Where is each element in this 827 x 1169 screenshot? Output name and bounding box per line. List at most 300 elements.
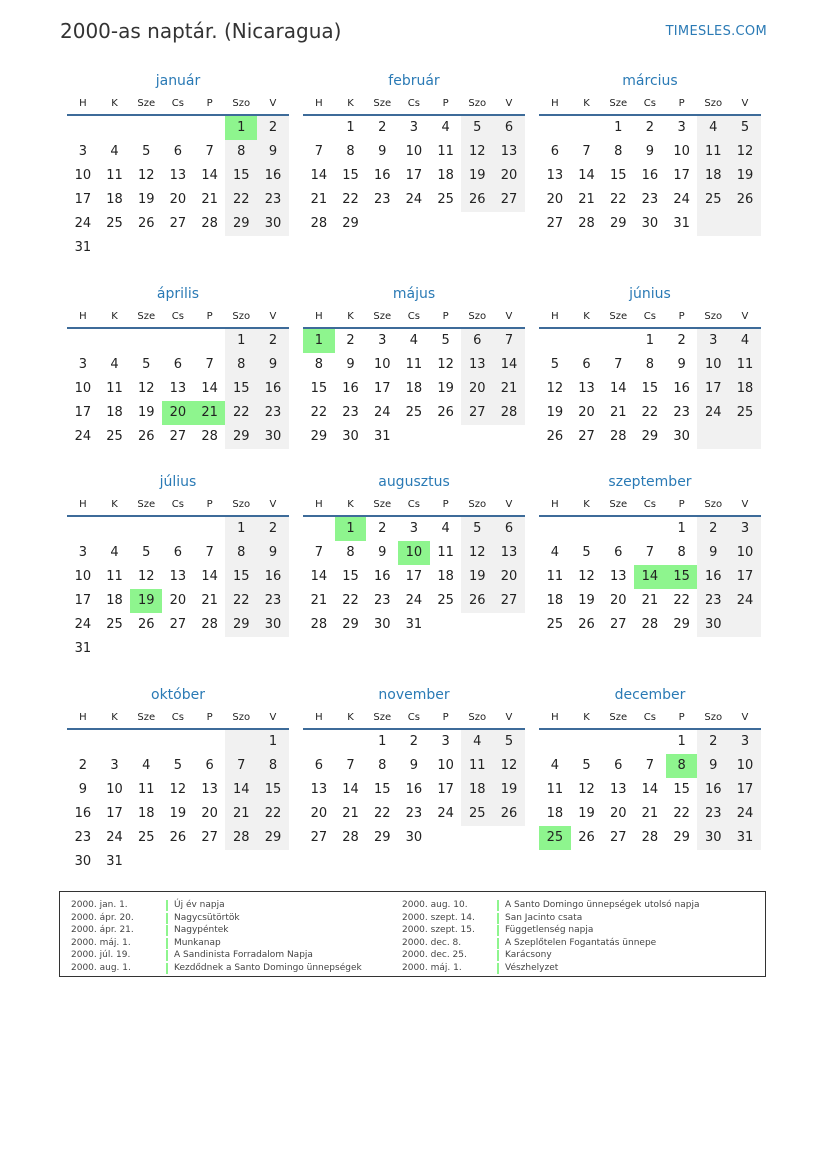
empty-day — [194, 329, 226, 353]
day-cell: 22 — [257, 802, 289, 826]
weekday-label: H — [315, 499, 323, 510]
day-cell: 28 — [641, 617, 659, 632]
day-cell: 29 — [257, 826, 289, 850]
day-cell: 17 — [405, 168, 423, 183]
weekday-label: Szo — [468, 311, 487, 322]
day-cell: 24 — [74, 617, 92, 632]
day-cell: 15 — [342, 569, 359, 584]
weekday-label: Cs — [171, 712, 184, 723]
day-cell: 13 — [169, 168, 187, 183]
day-cell: 29 — [673, 617, 690, 632]
day-cell: 2 — [346, 333, 355, 348]
weekday-label: Szo — [704, 499, 723, 510]
day-cell: 24 — [437, 806, 454, 821]
day-cell: 28 — [201, 617, 218, 632]
day-cell: 4 — [729, 329, 761, 353]
week-row — [539, 778, 761, 802]
holiday-row — [71, 937, 362, 950]
day-cell: 25 — [405, 405, 423, 420]
holiday-marker — [166, 913, 168, 924]
day-cell: 7 — [314, 144, 323, 159]
empty-day — [697, 212, 729, 236]
day-cell: 4 — [697, 116, 729, 140]
day-cell: 18 — [546, 593, 564, 608]
day-cell: 3 — [677, 120, 686, 135]
day-cell: 17 — [437, 782, 454, 797]
empty-day — [162, 329, 194, 353]
day-cell: 4 — [409, 333, 419, 348]
day-cell: 3 — [78, 357, 87, 372]
weekday-label: Cs — [407, 712, 420, 723]
day-cell: 2 — [645, 120, 655, 135]
week-row — [303, 329, 525, 353]
holiday-date: 2000. szept. 15. — [402, 925, 475, 935]
week-row — [67, 212, 289, 236]
week-row — [539, 541, 761, 565]
day-cell: 14 — [201, 168, 218, 183]
day-cell: 14 — [225, 778, 257, 802]
day-cell: 3 — [78, 144, 87, 159]
day-cell: 29 — [673, 830, 690, 845]
day-cell: 12 — [546, 381, 564, 396]
day-cell: 27 — [201, 830, 218, 845]
day-cell: 15 — [225, 377, 257, 401]
day-cell: 10 — [74, 168, 92, 183]
weekday-label: K — [111, 311, 118, 322]
day-cell: 25 — [539, 826, 571, 850]
week-row — [539, 353, 761, 377]
month-name: február — [388, 73, 440, 89]
holiday-date: 2000. dec. 8. — [402, 937, 462, 948]
day-cell: 1 — [677, 521, 686, 536]
day-cell: 27 — [310, 830, 328, 845]
day-cell: 5 — [461, 517, 493, 541]
day-cell: 19 — [169, 806, 187, 821]
empty-day — [430, 425, 462, 449]
day-cell: 26 — [137, 617, 155, 632]
empty-day — [194, 517, 226, 541]
holiday-date: 2000. jan. 1. — [71, 900, 128, 910]
day-cell: 22 — [342, 192, 359, 207]
day-cell: 13 — [546, 168, 564, 183]
weekday-label: P — [442, 311, 449, 322]
day-cell: 9 — [697, 541, 729, 565]
day-cell: 4 — [110, 144, 119, 159]
empty-day — [571, 730, 603, 754]
day-cell: 5 — [582, 545, 591, 560]
day-cell: 22 — [225, 401, 257, 425]
month-name: augusztus — [378, 474, 450, 490]
day-cell: 18 — [437, 168, 454, 183]
week-row — [303, 164, 525, 188]
day-cell: 30 — [257, 613, 289, 637]
day-cell: 5 — [493, 730, 525, 754]
day-cell: 13 — [169, 381, 187, 396]
day-cell: 1 — [645, 333, 655, 348]
day-cell: 20 — [493, 565, 525, 589]
week-row — [539, 826, 761, 850]
empty-day — [162, 637, 194, 661]
day-cell: 17 — [106, 806, 123, 821]
day-cell: 7 — [645, 758, 655, 773]
empty-day — [539, 329, 571, 353]
day-cell: 5 — [173, 758, 183, 773]
day-cell: 6 — [314, 758, 323, 773]
month-name: január — [155, 73, 201, 89]
month-name: július — [159, 474, 197, 490]
day-cell: 16 — [373, 168, 391, 183]
holiday-name: Munkanap — [174, 937, 221, 948]
day-cell: 12 — [461, 140, 493, 164]
day-cell: 28 — [342, 830, 359, 845]
day-cell: 24 — [405, 192, 423, 207]
day-cell: 27 — [578, 429, 595, 444]
empty-day — [99, 637, 131, 661]
week-row — [67, 517, 289, 541]
holiday-marker — [497, 963, 499, 974]
day-cell: 9 — [346, 357, 355, 372]
weekday-label: V — [741, 311, 749, 322]
day-cell: 8 — [225, 353, 257, 377]
day-cell: 30 — [373, 617, 391, 632]
day-cell: 7 — [314, 545, 323, 560]
empty-day — [162, 116, 194, 140]
month-11 — [303, 686, 525, 850]
month-name: október — [151, 687, 205, 703]
weekday-label: H — [79, 499, 87, 510]
day-cell: 13 — [310, 782, 328, 797]
day-cell: 30 — [697, 613, 729, 637]
weekday-label: Cs — [643, 98, 656, 109]
holiday-name: A Sandinista Forradalom Napja — [174, 950, 313, 960]
weekday-header — [539, 94, 761, 116]
empty-day — [130, 850, 162, 874]
weekday-label: V — [505, 499, 513, 510]
empty-day — [257, 637, 289, 661]
day-cell: 7 — [205, 144, 214, 159]
day-cell: 29 — [609, 216, 627, 231]
day-cell: 9 — [257, 140, 289, 164]
day-cell: 29 — [373, 830, 391, 845]
day-cell: 26 — [578, 830, 595, 845]
day-cell: 28 — [493, 401, 525, 425]
day-cell: 16 — [641, 168, 659, 183]
empty-day — [493, 425, 525, 449]
day-cell: 2 — [378, 521, 387, 536]
day-cell: 24 — [373, 405, 391, 420]
weekday-label: Szo — [232, 311, 251, 322]
day-cell: 9 — [645, 144, 655, 159]
weekday-label: Cs — [643, 712, 656, 723]
weekday-label: H — [79, 712, 87, 723]
day-cell: 1 — [335, 517, 367, 541]
weekday-label: Cs — [171, 311, 184, 322]
empty-day — [99, 236, 131, 260]
empty-day — [366, 212, 398, 236]
holiday-name: Új év napja — [174, 900, 225, 910]
holiday-date: 2000. ápr. 21. — [71, 925, 134, 935]
empty-day — [67, 116, 99, 140]
day-cell: 4 — [441, 521, 450, 536]
day-cell: 11 — [729, 353, 761, 377]
empty-day — [729, 613, 761, 637]
day-cell: 13 — [461, 353, 493, 377]
day-cell: 19 — [729, 164, 761, 188]
week-row — [67, 401, 289, 425]
day-cell: 10 — [74, 569, 92, 584]
day-cell: 30 — [641, 216, 659, 231]
day-cell: 23 — [697, 589, 729, 613]
day-cell: 20 — [169, 192, 187, 207]
day-cell: 5 — [142, 144, 151, 159]
day-cell: 19 — [137, 192, 155, 207]
day-cell: 12 — [137, 168, 155, 183]
day-cell: 23 — [405, 806, 423, 821]
day-cell: 21 — [641, 806, 659, 821]
day-cell: 13 — [609, 569, 627, 584]
holiday-name: Nagypéntek — [174, 925, 229, 935]
weekday-label: Sze — [137, 98, 156, 109]
empty-day — [130, 637, 162, 661]
day-cell: 10 — [673, 144, 690, 159]
day-cell: 4 — [110, 545, 119, 560]
empty-day — [303, 730, 335, 754]
day-cell: 15 — [225, 565, 257, 589]
day-cell: 11 — [437, 545, 454, 560]
day-cell: 31 — [373, 429, 391, 444]
week-row — [303, 802, 525, 826]
week-row — [303, 401, 525, 425]
day-cell: 22 — [342, 593, 359, 608]
holiday-name: A Santo Domingo ünnepségek utolsó napja — [505, 900, 700, 910]
week-row — [67, 637, 289, 661]
holiday-row — [71, 912, 362, 925]
day-cell: 24 — [729, 589, 761, 613]
day-cell: 16 — [405, 782, 423, 797]
day-cell: 27 — [169, 216, 187, 231]
day-cell: 27 — [546, 216, 564, 231]
day-cell: 11 — [546, 782, 564, 797]
weekday-header — [67, 94, 289, 116]
week-row — [539, 802, 761, 826]
day-cell: 7 — [225, 754, 257, 778]
day-cell: 20 — [461, 377, 493, 401]
day-cell: 4 — [461, 730, 493, 754]
day-cell: 6 — [173, 545, 183, 560]
day-cell: 12 — [493, 754, 525, 778]
day-cell: 25 — [437, 192, 454, 207]
day-cell: 6 — [493, 517, 525, 541]
day-cell: 27 — [461, 401, 493, 425]
weekday-label: Sze — [609, 499, 628, 510]
day-cell: 26 — [137, 429, 155, 444]
week-row — [539, 730, 761, 754]
week-row — [303, 140, 525, 164]
week-row — [67, 730, 289, 754]
day-cell: 10 — [398, 541, 430, 565]
weekday-label: K — [347, 311, 354, 322]
empty-day — [539, 730, 571, 754]
day-cell: 14 — [493, 353, 525, 377]
day-cell: 5 — [582, 758, 591, 773]
weekday-label: Cs — [407, 311, 420, 322]
day-cell: 8 — [378, 758, 387, 773]
day-cell: 10 — [697, 353, 729, 377]
week-row — [539, 565, 761, 589]
week-row — [67, 541, 289, 565]
empty-day — [461, 826, 493, 850]
empty-day — [398, 212, 430, 236]
day-cell: 8 — [225, 541, 257, 565]
week-row — [67, 164, 289, 188]
holiday-date: 2000. aug. 1. — [71, 962, 131, 973]
empty-day — [430, 826, 462, 850]
day-cell: 2 — [409, 734, 419, 749]
holiday-name: Karácsony — [505, 950, 552, 960]
day-cell: 7 — [493, 329, 525, 353]
day-cell: 23 — [74, 830, 92, 845]
weekday-label: V — [269, 712, 277, 723]
empty-day — [634, 517, 666, 541]
weekday-header — [303, 495, 525, 517]
day-cell: 2 — [378, 120, 387, 135]
week-row — [303, 377, 525, 401]
day-cell: 12 — [169, 782, 187, 797]
day-cell: 20 — [310, 806, 328, 821]
weekday-label: Sze — [373, 712, 392, 723]
day-cell: 16 — [673, 381, 690, 396]
day-cell: 28 — [609, 429, 627, 444]
holiday-marker — [166, 925, 168, 936]
day-cell: 31 — [74, 240, 92, 255]
month-8 — [303, 473, 525, 637]
day-cell: 6 — [173, 144, 183, 159]
day-cell: 16 — [74, 806, 92, 821]
day-cell: 12 — [578, 782, 595, 797]
day-cell: 7 — [645, 545, 655, 560]
brand-link[interactable]: TIMESLES.COM — [665, 24, 767, 39]
day-cell: 17 — [373, 381, 391, 396]
weekday-label: H — [551, 712, 559, 723]
day-cell: 22 — [609, 192, 627, 207]
day-cell: 26 — [437, 405, 454, 420]
empty-day — [130, 517, 162, 541]
day-cell: 23 — [257, 188, 289, 212]
day-cell: 15 — [310, 381, 328, 396]
day-cell: 6 — [614, 545, 623, 560]
day-cell: 18 — [106, 192, 123, 207]
day-cell: 20 — [169, 593, 187, 608]
week-row — [539, 425, 761, 449]
day-cell: 9 — [697, 754, 729, 778]
day-cell: 3 — [697, 329, 729, 353]
day-cell: 7 — [582, 144, 591, 159]
empty-day — [493, 826, 525, 850]
day-cell: 19 — [493, 778, 525, 802]
weekday-label: V — [505, 98, 513, 109]
empty-day — [602, 730, 634, 754]
holiday-marker — [497, 938, 499, 949]
week-row — [67, 353, 289, 377]
day-cell: 2 — [697, 517, 729, 541]
week-row — [67, 329, 289, 353]
weekday-label: K — [347, 98, 354, 109]
day-cell: 15 — [641, 381, 659, 396]
month-9 — [539, 473, 761, 637]
week-row — [303, 754, 525, 778]
weekday-label: Szo — [704, 311, 723, 322]
day-cell: 8 — [666, 754, 698, 778]
holiday-marker — [497, 900, 499, 911]
day-cell: 29 — [225, 425, 257, 449]
day-cell: 2 — [257, 329, 289, 353]
weekday-label: Cs — [643, 499, 656, 510]
day-cell: 4 — [550, 758, 559, 773]
day-cell: 18 — [106, 405, 123, 420]
day-cell: 13 — [493, 541, 525, 565]
weekday-label: K — [111, 712, 118, 723]
day-cell: 6 — [205, 758, 214, 773]
empty-day — [303, 517, 335, 541]
day-cell: 6 — [582, 357, 591, 372]
day-cell: 19 — [578, 806, 595, 821]
week-row — [303, 826, 525, 850]
day-cell: 10 — [437, 758, 454, 773]
holiday-marker — [166, 950, 168, 961]
week-row — [67, 188, 289, 212]
weekday-label: H — [315, 311, 323, 322]
empty-day — [602, 517, 634, 541]
day-cell: 11 — [137, 782, 155, 797]
weekday-label: Szo — [232, 712, 251, 723]
day-cell: 22 — [673, 806, 690, 821]
day-cell: 28 — [310, 216, 328, 231]
day-cell: 31 — [74, 641, 92, 656]
day-cell: 9 — [257, 541, 289, 565]
empty-day — [697, 425, 729, 449]
empty-day — [162, 730, 194, 754]
empty-day — [729, 212, 761, 236]
week-row — [539, 401, 761, 425]
day-cell: 9 — [378, 144, 387, 159]
weekday-header — [539, 708, 761, 730]
weekday-label: K — [583, 311, 590, 322]
day-cell: 28 — [201, 216, 218, 231]
day-cell: 31 — [729, 826, 761, 850]
day-cell: 15 — [257, 778, 289, 802]
day-cell: 26 — [461, 589, 493, 613]
day-cell: 31 — [405, 617, 423, 632]
day-cell: 2 — [677, 333, 686, 348]
week-row — [303, 778, 525, 802]
day-cell: 12 — [578, 569, 595, 584]
month-1 — [67, 72, 289, 260]
day-cell: 14 — [342, 782, 359, 797]
holiday-date: 2000. máj. 1. — [71, 937, 131, 948]
day-cell: 23 — [373, 593, 391, 608]
holiday-column-right — [402, 899, 700, 974]
day-cell: 22 — [373, 806, 391, 821]
empty-day — [571, 329, 603, 353]
day-cell: 20 — [609, 593, 627, 608]
day-cell: 21 — [194, 401, 226, 425]
day-cell: 25 — [546, 617, 564, 632]
month-name: november — [378, 687, 450, 703]
weekday-header — [539, 307, 761, 329]
week-row — [539, 116, 761, 140]
empty-day — [257, 236, 289, 260]
day-cell: 17 — [74, 192, 92, 207]
